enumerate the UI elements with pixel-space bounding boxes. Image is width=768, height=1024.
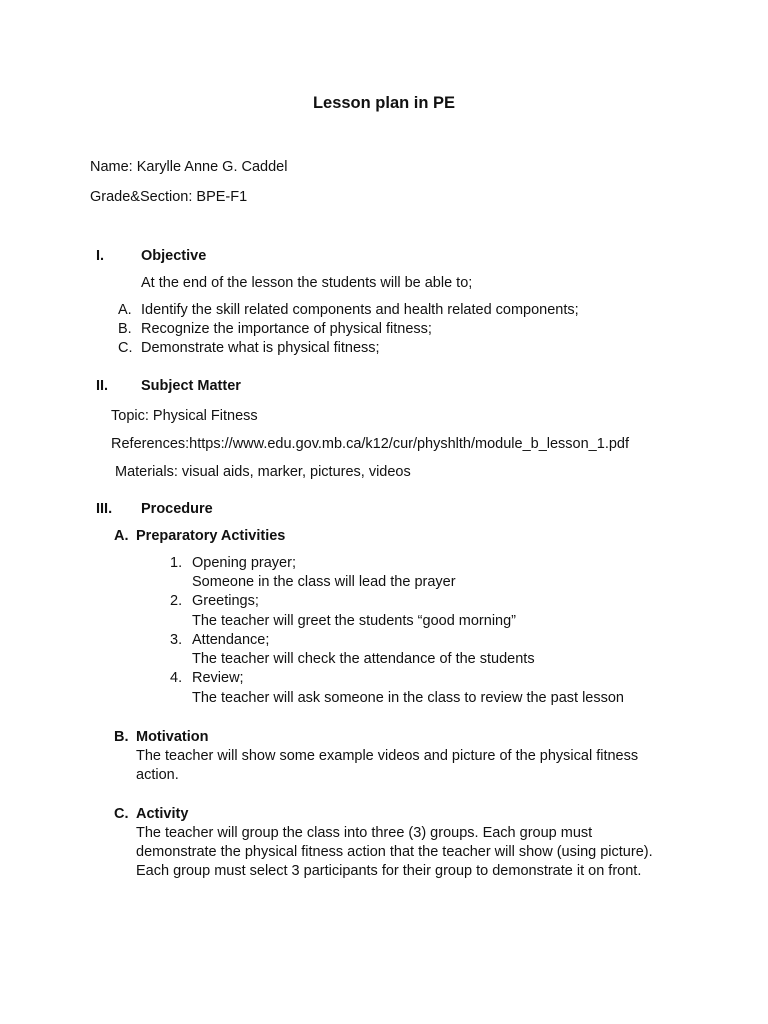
- activity-marker: C.: [114, 806, 129, 822]
- preparatory-item-detail: Someone in the class will lead the prayer: [192, 574, 456, 590]
- procedure-heading: Procedure: [141, 501, 213, 517]
- objective-item: Recognize the importance of physical fitness;: [141, 321, 432, 337]
- preparatory-item-detail: The teacher will greet the students “good morning”: [192, 613, 517, 629]
- objective-item: Demonstrate what is physical fitness;: [141, 340, 380, 356]
- activity-text-line: Each group must select 3 participants for their group to demonstrate it on front.: [136, 863, 642, 879]
- materials-line: Materials: visual aids, marker, pictures, videos: [115, 464, 411, 480]
- preparatory-item-title: Attendance;: [192, 632, 270, 648]
- preparatory-item-detail: The teacher will ask someone in the class to review the past lesson: [192, 690, 624, 706]
- activity-text-line: demonstrate the physical fitness action that the teacher will show (using picture).: [136, 844, 653, 860]
- objective-marker: B.: [118, 321, 132, 337]
- objective-marker: A.: [118, 302, 132, 318]
- preparatory-item-detail: The teacher will check the attendance of the students: [192, 651, 535, 667]
- preparatory-item-marker: 4.: [170, 670, 183, 686]
- preparatory-item-marker: 3.: [170, 632, 183, 648]
- preparatory-marker: A.: [114, 528, 129, 544]
- page-title: Lesson plan in PE: [312, 94, 456, 112]
- motivation-text-line: The teacher will show some example videos and picture of the physical fitness: [136, 748, 639, 764]
- topic-line: Topic: Physical Fitness: [111, 408, 258, 424]
- preparatory-item-marker: 1.: [170, 555, 183, 571]
- motivation-text-line: action.: [136, 767, 179, 783]
- objective-heading: Objective: [141, 248, 207, 264]
- references-line: References:https://www.edu.gov.mb.ca/k12/cur/physhlth/module_b_lesson_1.pdf: [111, 436, 629, 452]
- motivation-marker: B.: [114, 729, 129, 745]
- subject-matter-numeral: II.: [96, 378, 109, 394]
- name-line: Name: Karylle Anne G. Caddel: [90, 159, 288, 175]
- preparatory-heading: Preparatory Activities: [136, 528, 286, 544]
- motivation-heading: Motivation: [136, 729, 209, 745]
- preparatory-item-title: Opening prayer;: [192, 555, 296, 571]
- preparatory-item-title: Review;: [192, 670, 244, 686]
- activity-heading: Activity: [136, 806, 189, 822]
- procedure-numeral: III.: [96, 501, 113, 517]
- activity-text-line: The teacher will group the class into three (3) groups. Each group must: [136, 825, 593, 841]
- subject-matter-heading: Subject Matter: [141, 378, 241, 394]
- objective-item: Identify the skill related components and health related components;: [141, 302, 579, 318]
- grade-section-line: Grade&Section: BPE-F1: [90, 189, 248, 205]
- preparatory-item-title: Greetings;: [192, 593, 259, 609]
- objective-intro: At the end of the lesson the students will be able to;: [141, 275, 473, 291]
- objective-marker: C.: [118, 340, 133, 356]
- preparatory-item-marker: 2.: [170, 593, 183, 609]
- objective-numeral: I.: [96, 248, 105, 264]
